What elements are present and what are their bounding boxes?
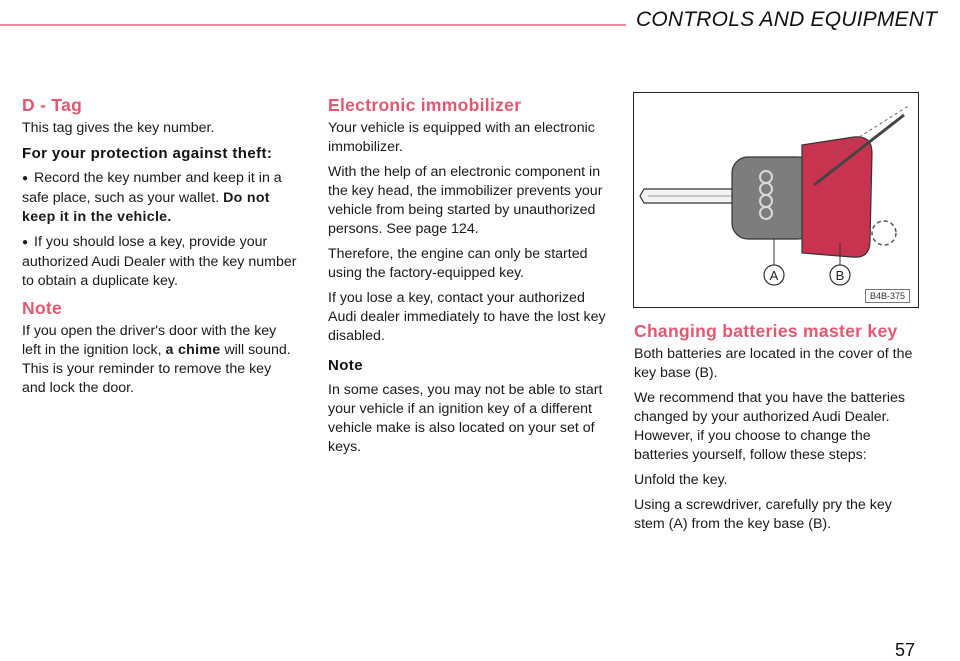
paragraph: If you lose a key, contact your authorized Audi dealer immediately to have the lost key disabled. [328,290,606,344]
paragraph: With the help of an electronic component in the key head, the immobilizer prevents your vehicle from being started by unauthorized persons. See page 124. [328,164,603,237]
section-title: CONTROLS AND EQUIPMENT [636,8,938,31]
paragraph: Using a screwdriver, carefully pry the key stem (A) from the key base (B). [634,497,892,532]
heading-note: Note [22,298,63,318]
paragraph: Unfold the key. [634,472,728,488]
callout-b: B [835,268,845,283]
note-paragraph: In some cases, you may not be able to start your vehicle if an ignition key of a different vehicle make is also located on your set of keys. [328,382,603,455]
key-illustration [633,92,919,308]
bullet-text: Record the key number and keep it in a safe place, such as your wallet. [22,170,282,206]
paragraph: We recommend that you have the batteries changed by your authorized Audi Dealer. However, if you choose to change the batteries yourself, follow these steps: [634,390,906,463]
paragraph: Your vehicle is equipped with an electronic immobilizer. [328,120,595,155]
heading-changing-batteries: Changing batteries master key [634,321,898,341]
heading-immobilizer: Electronic immobilizer [328,95,522,115]
column-middle [328,96,614,463]
heading-note: Note [328,357,363,374]
bullet-item [22,169,298,227]
note-paragraph [22,322,298,398]
paragraph: Therefore, the engine can only be started using the factory-equipped key. [328,246,588,281]
column-left [22,96,298,404]
bullet-bold-text: Do not keep it in the vehicle. [22,190,270,225]
callout-a: A [769,268,779,283]
figure-caption: B4B-375 [865,289,910,303]
paragraph: This tag gives the key number. [22,120,215,136]
subheading-protection: For your protection against theft: [22,145,273,162]
note-text: If you open the driver's door with the key left in the ignition lock, [22,323,277,358]
key-drawing [634,93,918,307]
note-text: will sound. This is your reminder to remove the key and lock the door. [22,342,291,396]
note-bold-text: a chime [165,342,221,358]
bullet-item: ● If you should lose a key, provide your authorized Audi Dealer with the key number to obtain a duplicate key. [22,233,298,291]
heading-d-tag: D - Tag [22,95,83,115]
page-number: 57 [895,640,916,660]
header-rule [0,24,626,26]
paragraph: Both batteries are located in the cover of the key base (B). [634,346,913,381]
column-right [634,322,918,540]
